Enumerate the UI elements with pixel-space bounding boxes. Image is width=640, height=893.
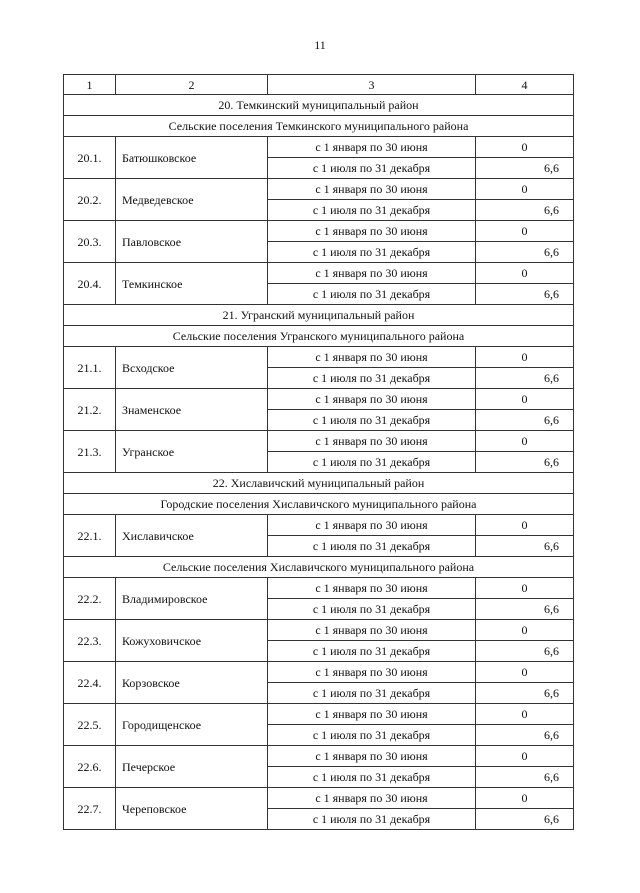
value-second-half: 6,6 [476, 368, 574, 389]
value-second-half: 6,6 [476, 284, 574, 305]
settlement-number: 22.7. [64, 788, 116, 830]
settlement-number: 22.1. [64, 515, 116, 557]
value-second-half: 6,6 [476, 767, 574, 788]
period-second-half: с 1 июля по 31 декабря [268, 158, 476, 179]
settlement-number: 20.1. [64, 137, 116, 179]
value-first-half: 0 [476, 704, 574, 725]
period-first-half: с 1 января по 30 июня [268, 137, 476, 158]
value-second-half: 6,6 [476, 536, 574, 557]
settlement-name: Медведевское [116, 179, 268, 221]
value-first-half: 0 [476, 137, 574, 158]
section-title: Сельские поселения Темкинского муниципального района [64, 116, 574, 137]
settlement-number: 20.2. [64, 179, 116, 221]
settlement-number: 21.1. [64, 347, 116, 389]
settlement-name: Кожуховичское [116, 620, 268, 662]
section-title: Сельские поселения Угранского муниципального района [64, 326, 574, 347]
settlement-name: Городищенское [116, 704, 268, 746]
period-first-half: с 1 января по 30 июня [268, 662, 476, 683]
period-second-half: с 1 июля по 31 декабря [268, 284, 476, 305]
settlement-number: 21.2. [64, 389, 116, 431]
period-second-half: с 1 июля по 31 декабря [268, 809, 476, 830]
settlement-name: Знаменское [116, 389, 268, 431]
table-row [64, 746, 574, 767]
value-first-half: 0 [476, 431, 574, 452]
value-first-half: 0 [476, 620, 574, 641]
period-first-half: с 1 января по 30 июня [268, 179, 476, 200]
district-row [64, 473, 574, 494]
table-row [64, 620, 574, 641]
settlement-name: Корзовское [116, 662, 268, 704]
section-title: Сельские поселения Хиславичского муниципального района [64, 557, 574, 578]
table-row [64, 221, 574, 242]
period-first-half: с 1 января по 30 июня [268, 746, 476, 767]
table-row [64, 389, 574, 410]
table-row [64, 704, 574, 725]
value-second-half: 6,6 [476, 200, 574, 221]
district-title: 22. Хиславичский муниципальный район [64, 473, 574, 494]
district-row [64, 95, 574, 116]
period-first-half: с 1 января по 30 июня [268, 578, 476, 599]
period-second-half: с 1 июля по 31 декабря [268, 452, 476, 473]
value-first-half: 0 [476, 263, 574, 284]
value-second-half: 6,6 [476, 452, 574, 473]
period-first-half: с 1 января по 30 июня [268, 431, 476, 452]
settlement-name: Печерское [116, 746, 268, 788]
period-second-half: с 1 июля по 31 декабря [268, 767, 476, 788]
settlement-number: 20.4. [64, 263, 116, 305]
table-row [64, 179, 574, 200]
settlement-number: 21.3. [64, 431, 116, 473]
settlement-number: 22.5. [64, 704, 116, 746]
period-first-half: с 1 января по 30 июня [268, 389, 476, 410]
table-row [64, 788, 574, 809]
value-first-half: 0 [476, 788, 574, 809]
period-second-half: с 1 июля по 31 декабря [268, 410, 476, 431]
table-row [64, 263, 574, 284]
value-second-half: 6,6 [476, 158, 574, 179]
period-first-half: с 1 января по 30 июня [268, 620, 476, 641]
period-second-half: с 1 июля по 31 декабря [268, 599, 476, 620]
table-row [64, 137, 574, 158]
value-first-half: 0 [476, 578, 574, 599]
settlement-name: Хиславичское [116, 515, 268, 557]
settlement-name: Череповское [116, 788, 268, 830]
settlement-name: Угранское [116, 431, 268, 473]
period-second-half: с 1 июля по 31 декабря [268, 641, 476, 662]
period-second-half: с 1 июля по 31 декабря [268, 683, 476, 704]
settlement-number: 20.3. [64, 221, 116, 263]
table-row [64, 431, 574, 452]
settlement-number: 22.3. [64, 620, 116, 662]
section-row [64, 557, 574, 578]
value-first-half: 0 [476, 515, 574, 536]
value-first-half: 0 [476, 221, 574, 242]
district-title: 21. Угранский муниципальный район [64, 305, 574, 326]
value-second-half: 6,6 [476, 641, 574, 662]
value-second-half: 6,6 [476, 242, 574, 263]
value-first-half: 0 [476, 347, 574, 368]
settlement-name: Владимировское [116, 578, 268, 620]
value-second-half: 6,6 [476, 809, 574, 830]
section-title: Городские поселения Хиславичского муниципального района [64, 494, 574, 515]
section-row [64, 116, 574, 137]
period-first-half: с 1 января по 30 июня [268, 263, 476, 284]
header-col-2: 2 [116, 75, 268, 95]
header-row [64, 75, 574, 95]
period-second-half: с 1 июля по 31 декабря [268, 200, 476, 221]
tariff-table [63, 74, 574, 830]
settlement-name: Батюшковское [116, 137, 268, 179]
period-second-half: с 1 июля по 31 декабря [268, 242, 476, 263]
header-col-3: 3 [268, 75, 476, 95]
settlement-number: 22.2. [64, 578, 116, 620]
period-second-half: с 1 июля по 31 декабря [268, 368, 476, 389]
value-first-half: 0 [476, 389, 574, 410]
period-second-half: с 1 июля по 31 декабря [268, 536, 476, 557]
settlement-number: 22.4. [64, 662, 116, 704]
value-first-half: 0 [476, 662, 574, 683]
period-first-half: с 1 января по 30 июня [268, 221, 476, 242]
period-first-half: с 1 января по 30 июня [268, 515, 476, 536]
header-col-1: 1 [64, 75, 116, 95]
section-row [64, 326, 574, 347]
table-row [64, 347, 574, 368]
table-row [64, 578, 574, 599]
period-first-half: с 1 января по 30 июня [268, 704, 476, 725]
value-second-half: 6,6 [476, 683, 574, 704]
section-row [64, 494, 574, 515]
table-row [64, 515, 574, 536]
period-second-half: с 1 июля по 31 декабря [268, 725, 476, 746]
period-first-half: с 1 января по 30 июня [268, 788, 476, 809]
value-first-half: 0 [476, 746, 574, 767]
table-row [64, 662, 574, 683]
period-first-half: с 1 января по 30 июня [268, 347, 476, 368]
settlement-name: Всходское [116, 347, 268, 389]
value-first-half: 0 [476, 179, 574, 200]
district-row [64, 305, 574, 326]
header-col-4: 4 [476, 75, 574, 95]
value-second-half: 6,6 [476, 725, 574, 746]
settlement-name: Темкинское [116, 263, 268, 305]
page-number: 11 [314, 38, 326, 52]
district-title: 20. Темкинский муниципальный район [64, 95, 574, 116]
value-second-half: 6,6 [476, 599, 574, 620]
settlement-number: 22.6. [64, 746, 116, 788]
settlement-name: Павловское [116, 221, 268, 263]
value-second-half: 6,6 [476, 410, 574, 431]
